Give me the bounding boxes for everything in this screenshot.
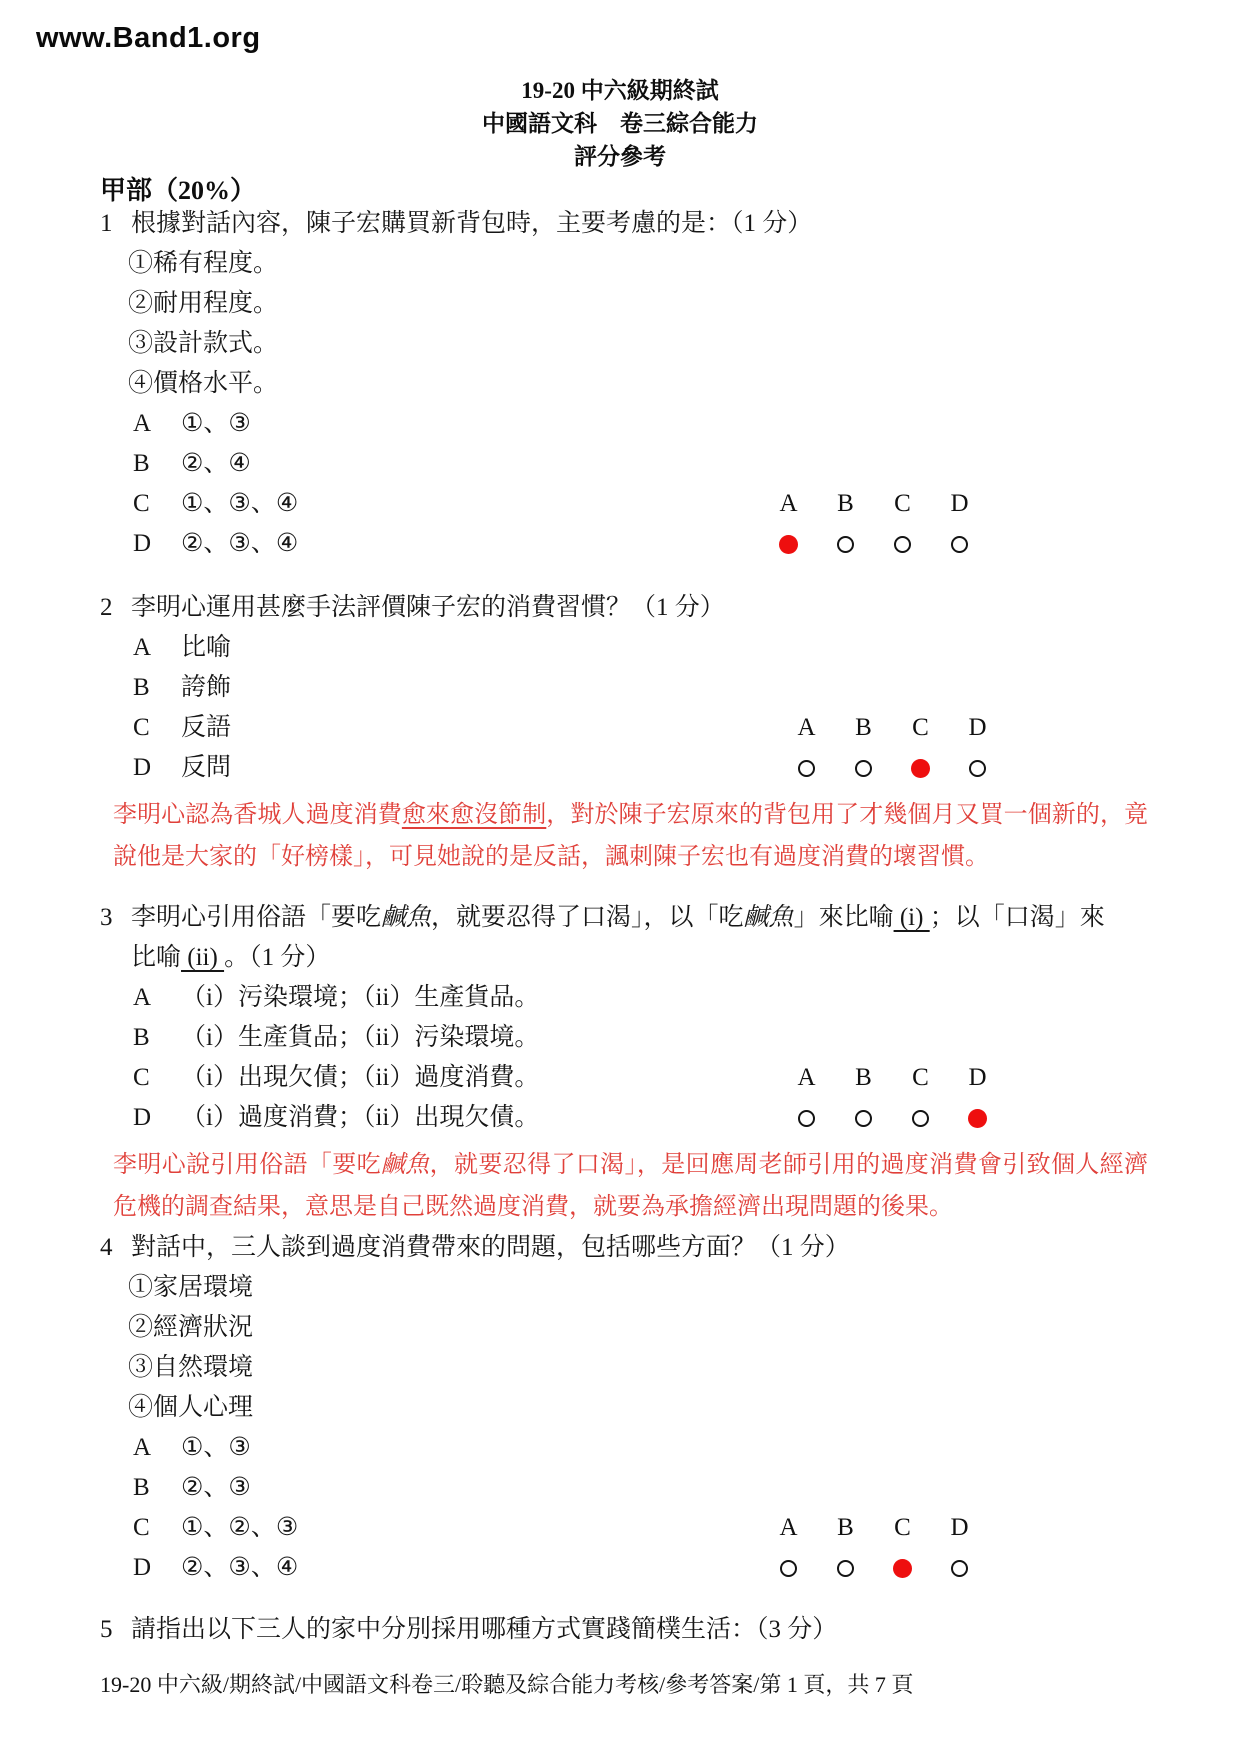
choice-text: 反問: [181, 754, 232, 781]
choice-text: ②、③、④: [181, 530, 299, 557]
choice-text: ②、③: [181, 1474, 251, 1501]
answer-column-A: A: [779, 1514, 798, 1541]
choice-label: B: [133, 674, 150, 701]
choice-text: ②、④: [181, 450, 251, 477]
answer-bubble-cell: [778, 748, 835, 788]
answer-column-C: C: [894, 1514, 911, 1541]
choice-text: （i）生產貨品；（ii）污染環境。: [181, 1024, 540, 1051]
answer-bubble-cell: [835, 748, 892, 788]
answer-bubble-cell: [874, 1548, 931, 1588]
answer-bubble-D: [951, 1560, 968, 1577]
choice-option: [100, 404, 1148, 444]
answer-bubble-A: [798, 760, 815, 777]
answer-column-A: A: [779, 490, 798, 517]
question-stem: [100, 1228, 1148, 1268]
question-4: [100, 1228, 1148, 1588]
answer-column-D: D: [950, 1514, 969, 1541]
title-block: [0, 74, 1240, 173]
watermark: www.Band1.org: [36, 22, 261, 54]
choice-label: A: [133, 634, 152, 661]
choice-option: [100, 978, 1148, 1018]
choice-label: B: [133, 1024, 150, 1051]
choice-option: [100, 628, 1148, 668]
exam-title: 19-20 中六級期終試: [521, 78, 719, 103]
choice-text: ①、③: [181, 410, 251, 437]
answer-grid-letters: [760, 484, 992, 524]
explanation-italic-text: 鹹魚: [380, 1152, 430, 1178]
page-footer: 19-20 中六級/期終試/中國語文科卷三/聆聽及綜合能力考核/參考答案/第 1 頁，共 7 頁: [100, 1672, 914, 1697]
question-number: 2: [100, 594, 113, 621]
answer-bubble-A: [798, 1110, 815, 1127]
explanation-text: ，就要忍得了口渴」，是回應周老師引用的過度消費會引致個人經濟危機的調查結果，意思是自己既然過度消費，就要為承擔經濟出現問題的後果。: [113, 1152, 1149, 1220]
answer-bubble-A: [780, 1560, 797, 1577]
choice-text: ①、②、③: [181, 1514, 299, 1541]
choice-label: D: [133, 530, 152, 557]
answer-bubble-D: [969, 760, 986, 777]
answer-bubble-cell: [892, 748, 949, 788]
question-number: 5: [100, 1616, 113, 1643]
numbered-option: ④個人心理: [128, 1394, 254, 1421]
answer-bubble-B: [855, 1110, 872, 1127]
choice-label: A: [133, 1434, 152, 1461]
answer-grid-bubbles: [778, 1098, 1010, 1138]
choice-text: （i）出現欠債；（ii）過度消費。: [181, 1064, 540, 1091]
numbered-option: ④價格水平。: [128, 370, 279, 397]
question-number: 1: [100, 210, 113, 237]
answer-bubble-C: [912, 1110, 929, 1127]
answer-grid-q2: [778, 708, 1010, 788]
question-stem-text: 對話中，三人談到過度消費帶來的問題，包括哪些方面？（1 分）: [131, 1234, 850, 1261]
answer-column-B: B: [837, 490, 854, 517]
numbered-option: ②經濟狀況: [128, 1314, 254, 1341]
answer-bubble-cell: [760, 1548, 817, 1588]
answer-column-A: A: [797, 714, 816, 741]
question-stem-text: 請指出以下三人的家中分別採用哪種方式實踐簡樸生活：（3 分）: [131, 1616, 838, 1643]
answer-bubble-B: [837, 1560, 854, 1577]
choice-label: C: [133, 1064, 150, 1091]
question-stem-line2: 比喻 (ii) 。（1 分）: [131, 944, 331, 971]
question-3: [100, 898, 1148, 1228]
answer-grid-bubbles: [778, 748, 1010, 788]
answer-column-C: C: [912, 714, 929, 741]
choice-text: ②、③、④: [181, 1554, 299, 1581]
question-1: [100, 204, 1148, 564]
answer-bubble-cell: [874, 524, 931, 564]
choice-label: D: [133, 754, 152, 781]
marking-scheme-title: 評分參考: [574, 144, 666, 169]
answer-explanation: [113, 794, 1148, 878]
explanation-text: 李明心認為香城人過度消費: [113, 802, 402, 828]
choice-label: C: [133, 1514, 150, 1541]
explanation-underlined-text: 愈來愈沒節制: [401, 802, 547, 828]
choice-option: [100, 1428, 1148, 1468]
question-stem-text: 李明心運用甚麼手法評價陳子宏的消費習慣？（1 分）: [131, 594, 725, 621]
numbered-option: ②耐用程度。: [128, 290, 279, 317]
numbered-option: ①稀有程度。: [128, 250, 279, 277]
question-2: [100, 588, 1148, 878]
question-5: [100, 1610, 1148, 1650]
answer-bubble-B: [837, 536, 854, 553]
question-stem: [100, 898, 1148, 938]
answer-bubble-B: [855, 760, 872, 777]
answer-bubble-D: [951, 536, 968, 553]
numbered-option: ①家居環境: [128, 1274, 254, 1301]
answer-column-A: A: [797, 1064, 816, 1091]
answer-bubble-cell: [931, 524, 988, 564]
answer-bubble-cell: [817, 524, 874, 564]
choice-label: D: [133, 1104, 152, 1131]
answer-bubble-cell: [778, 1098, 835, 1138]
answer-bubble-cell: [949, 1098, 1006, 1138]
answer-grid-letters: [778, 1058, 1010, 1098]
choice-text: 誇飾: [181, 674, 232, 701]
choice-option: [100, 1468, 1148, 1508]
answer-explanation: [113, 1144, 1148, 1228]
answer-column-B: B: [855, 1064, 872, 1091]
answer-grid-letters: [760, 1508, 992, 1548]
explanation-text: ，對於陳子宏原來的背包用了才幾個月又買一個新的，竟說他是大家的「好榜樣」，可見她說的是反話，諷刺陳子宏也有過度消費的壞習慣。: [113, 802, 1149, 870]
choice-option: [100, 1018, 1148, 1058]
answer-grid-bubbles: [760, 1548, 992, 1588]
choice-label: D: [133, 1554, 152, 1581]
question-stem: [100, 204, 1148, 244]
numbered-option: ③自然環境: [128, 1354, 254, 1381]
answer-bubble-D-selected: [968, 1109, 987, 1128]
answer-bubble-cell: [760, 524, 817, 564]
choice-label: B: [133, 450, 150, 477]
question-stem-text: 根據對話內容，陳子宏購買新背包時，主要考慮的是：（1 分）: [131, 210, 813, 237]
choice-text: ①、③: [181, 1434, 251, 1461]
answer-bubble-cell: [817, 1548, 874, 1588]
answer-grid-letters: [778, 708, 1010, 748]
answer-column-D: D: [968, 714, 987, 741]
choice-text: ①、③、④: [181, 490, 299, 517]
answer-column-C: C: [894, 490, 911, 517]
choice-text: 比喻: [181, 634, 232, 661]
question-stem-text: 李明心引用俗語「要吃鹹魚，就要忍得了口渴」，以「吃鹹魚」來比喻 (i) ；以「口渴」來: [131, 904, 1105, 931]
question-number: 4: [100, 1234, 113, 1261]
question-number: 3: [100, 904, 113, 931]
answer-bubble-C: [894, 536, 911, 553]
answer-bubble-C-selected: [911, 759, 930, 778]
choice-label: A: [133, 984, 152, 1011]
choice-text: （i）污染環境；（ii）生產貨品。: [181, 984, 540, 1011]
choice-text: 反語: [181, 714, 232, 741]
explanation-text: 李明心說引用俗語「要吃: [113, 1152, 381, 1178]
answer-bubble-cell: [835, 1098, 892, 1138]
numbered-option: ③設計款式。: [128, 330, 279, 357]
section-heading: 甲部（20%）: [100, 176, 257, 205]
question-stem: [100, 588, 1148, 628]
answer-column-D: D: [950, 490, 969, 517]
subject-paper-title: 中國語文科 卷三綜合能力: [482, 111, 758, 136]
answer-bubble-A-selected: [779, 535, 798, 554]
answer-bubble-C-selected: [893, 1559, 912, 1578]
answer-grid-q4: [760, 1508, 992, 1588]
choice-option: [100, 668, 1148, 708]
answer-grid-q3: [778, 1058, 1010, 1138]
choice-label: B: [133, 1474, 150, 1501]
answer-column-D: D: [968, 1064, 987, 1091]
choice-label: C: [133, 490, 150, 517]
answer-bubble-cell: [931, 1548, 988, 1588]
choice-label: A: [133, 410, 152, 437]
choice-text: （i）過度消費；（ii）出現欠債。: [181, 1104, 540, 1131]
answer-bubble-cell: [892, 1098, 949, 1138]
answer-bubble-cell: [949, 748, 1006, 788]
answer-column-B: B: [855, 714, 872, 741]
answer-column-B: B: [837, 1514, 854, 1541]
question-stem: [100, 1610, 1148, 1650]
answer-grid-bubbles: [760, 524, 992, 564]
choice-label: C: [133, 714, 150, 741]
answer-column-C: C: [912, 1064, 929, 1091]
answer-grid-q1: [760, 484, 992, 564]
choice-option: [100, 444, 1148, 484]
